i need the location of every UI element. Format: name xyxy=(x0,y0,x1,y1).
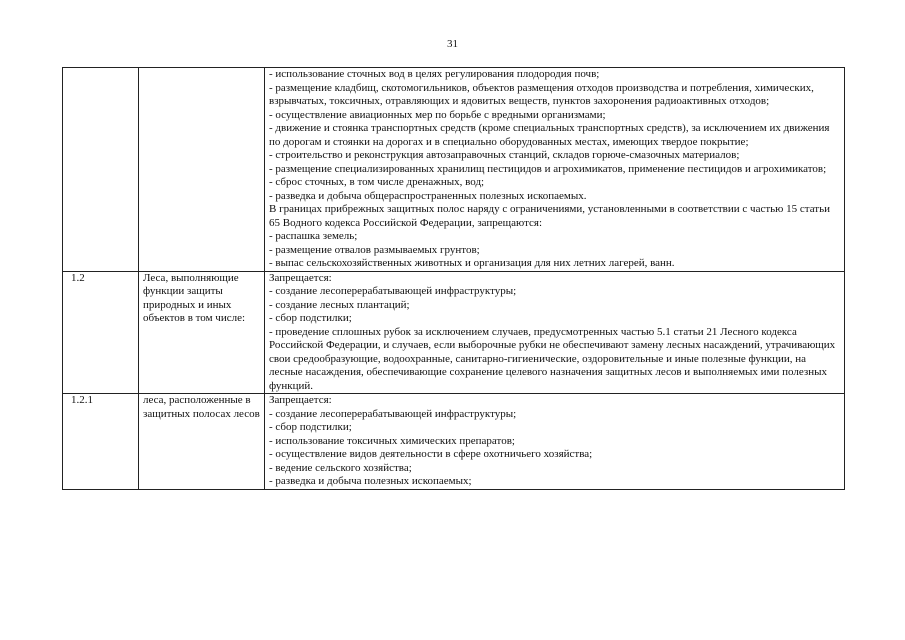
restriction-line: В границах прибрежных защитных полос наряду с ограничениями, установленными в соответствии с частью 15 статьи 65 Водного кодекса Российской Федерации, запрещаются: xyxy=(269,203,831,229)
restriction-line: - осуществление видов деятельности в сфере охотничьего хозяйства; xyxy=(269,448,593,460)
table-row xyxy=(63,68,845,272)
row-restrictions xyxy=(265,68,845,272)
row-restrictions xyxy=(265,394,845,490)
restriction-line: Запрещается: xyxy=(269,271,332,284)
restriction-line: - движение и стоянка транспортных средств (кроме специальных транспортных средств), за исключением их движения по дорогам и стоянки на дорогах и в специально оборудованных местах, имеющих твердое покрытие; xyxy=(269,122,830,148)
page-number: 31 xyxy=(447,38,458,50)
row-number: 1.2.1 xyxy=(63,394,139,490)
restriction-line: - распашка земель; xyxy=(269,230,358,242)
row-category: леса, расположенные в защитных полосах лесов xyxy=(139,394,265,490)
restriction-line: - разведка и добыча общераспространенных полезных ископаемых. xyxy=(269,189,587,202)
restriction-line: - сбор подстилки; xyxy=(269,421,352,433)
row-restrictions xyxy=(265,271,845,394)
row-category xyxy=(139,68,265,272)
restriction-line: - создание лесоперерабатывающей инфраструктуры; xyxy=(269,285,517,297)
restriction-line: - выпас сельскохозяйственных животных и организация для них летних лагерей, ванн. xyxy=(269,257,675,269)
restriction-line: - размещение отвалов размываемых грунтов; xyxy=(269,243,480,256)
restriction-line: - размещение кладбищ, скотомогильников, объектов размещения отходов производства и потребления, химических, взрывчатых, токсичных, отравляющих и ядовитых веществ, пунктов захоронения радиоактивных отходов; xyxy=(269,81,814,107)
restriction-line: - создание лесоперерабатывающей инфраструктуры; xyxy=(269,407,517,420)
restriction-line: - строительство и реконструкция автозаправочных станций, складов горюче-смазочных материалов; xyxy=(269,149,740,161)
restriction-line: - создание лесных плантаций; xyxy=(269,298,410,311)
restriction-line: - использование токсичных химических препаратов; xyxy=(269,434,515,447)
restriction-line: - размещение специализированных хранилищ пестицидов и агрохимикатов, применение пестицидов и агрохимикатов; xyxy=(269,162,827,175)
table-row xyxy=(63,394,845,490)
restriction-line: - разведка и добыча полезных ископаемых; xyxy=(269,475,472,487)
restriction-line: - использование сточных вод в целях регулирования плодородия почв; xyxy=(269,68,600,80)
restriction-line: - осуществление авиационных мер по борьбе с вредными организмами; xyxy=(269,108,606,121)
restriction-line: - сбор подстилки; xyxy=(269,312,352,324)
restriction-line: - проведение сплошных рубок за исключением случаев, предусмотренных частью 5.1 статьи 21 Лесного кодекса Российской Федерации, и случаев, если выборочные рубки не обеспечивают замену лесных насаждений, утрачивающих свои средообразующие, водоохранные, санитарно-гигиенические, оздоровительные и иные полезные функции, на лесные насаждения, обеспечивающие сохранение целевого назначения защитных лесов и выполняемых ими полезных функций. xyxy=(269,325,836,392)
row-number xyxy=(63,68,139,272)
restriction-line: - сброс сточных, в том числе дренажных, вод; xyxy=(269,176,485,188)
table-row xyxy=(63,271,845,394)
restriction-line: Запрещается: xyxy=(269,394,332,406)
restrictions-table xyxy=(62,67,845,490)
restriction-line: - ведение сельского хозяйства; xyxy=(269,461,412,474)
row-number: 1.2 xyxy=(63,271,139,394)
row-category: Леса, выполняющие функции защиты природных и иных объектов в том числе: xyxy=(139,271,265,394)
